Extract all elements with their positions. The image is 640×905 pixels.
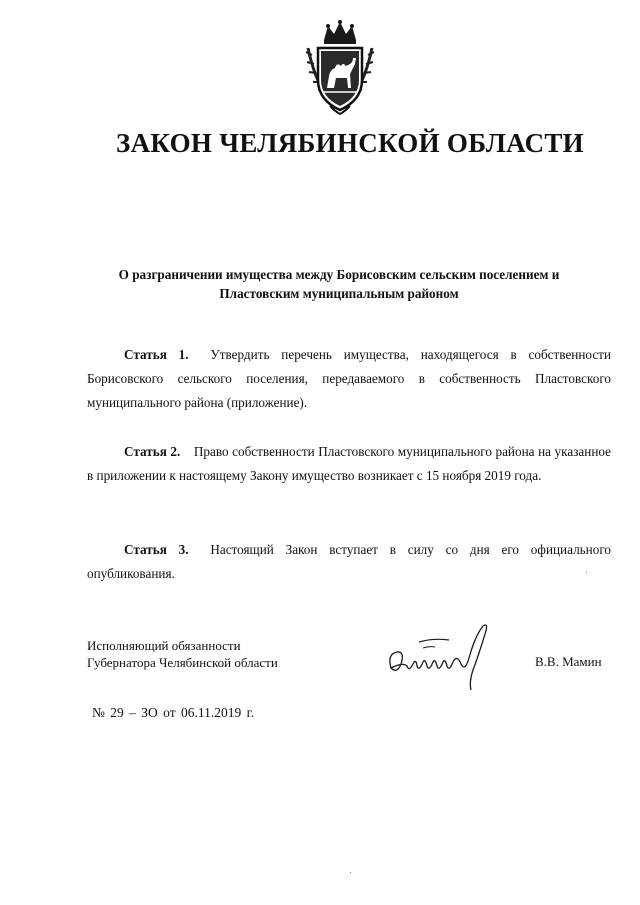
article-3-text: Настоящий Закон вступает в силу со дня его официального опубликования. xyxy=(87,542,612,581)
article-3-label: Статья 3. xyxy=(124,542,189,557)
signature-icon xyxy=(383,618,503,693)
subtitle-line-1: О разграничении имущества между Борисовским сельским поселением и xyxy=(118,267,560,282)
article-1 xyxy=(87,343,611,415)
coat-of-arms-icon xyxy=(300,18,380,118)
law-title: ЗАКОН ЧЕЛЯБИНСКОЙ ОБЛАСТИ xyxy=(116,128,584,158)
signer-role xyxy=(87,637,278,671)
article-3 xyxy=(87,538,611,586)
signer-role-line-2: Губернатора Челябинской области xyxy=(87,655,278,670)
law-number: № 29 – ЗО от 06.11.2019 г. xyxy=(92,705,255,720)
signer-name: В.В. Мамин xyxy=(535,654,602,669)
law-subtitle xyxy=(85,265,593,303)
scan-speck xyxy=(586,572,587,573)
article-1-label: Статья 1. xyxy=(124,347,189,362)
article-2-label: Статья 2. xyxy=(124,444,181,459)
signer-role-line-1: Исполняющий обязанности xyxy=(87,638,241,653)
article-2 xyxy=(87,440,611,488)
article-1-text: Утвердить перечень имущества, находящегося в собственности Борисовского сельского поселения, передаваемого в собственность Пластовского муниципального района (приложение). xyxy=(87,347,612,410)
article-2-text: Право собственности Пластовского муниципального района на указанное в приложении к настоящему Закону имущество возникает с 15 ноября 2019 года. xyxy=(87,444,611,483)
scan-speck xyxy=(350,872,351,873)
subtitle-line-2: Пластовским муниципальным районом xyxy=(219,286,459,301)
